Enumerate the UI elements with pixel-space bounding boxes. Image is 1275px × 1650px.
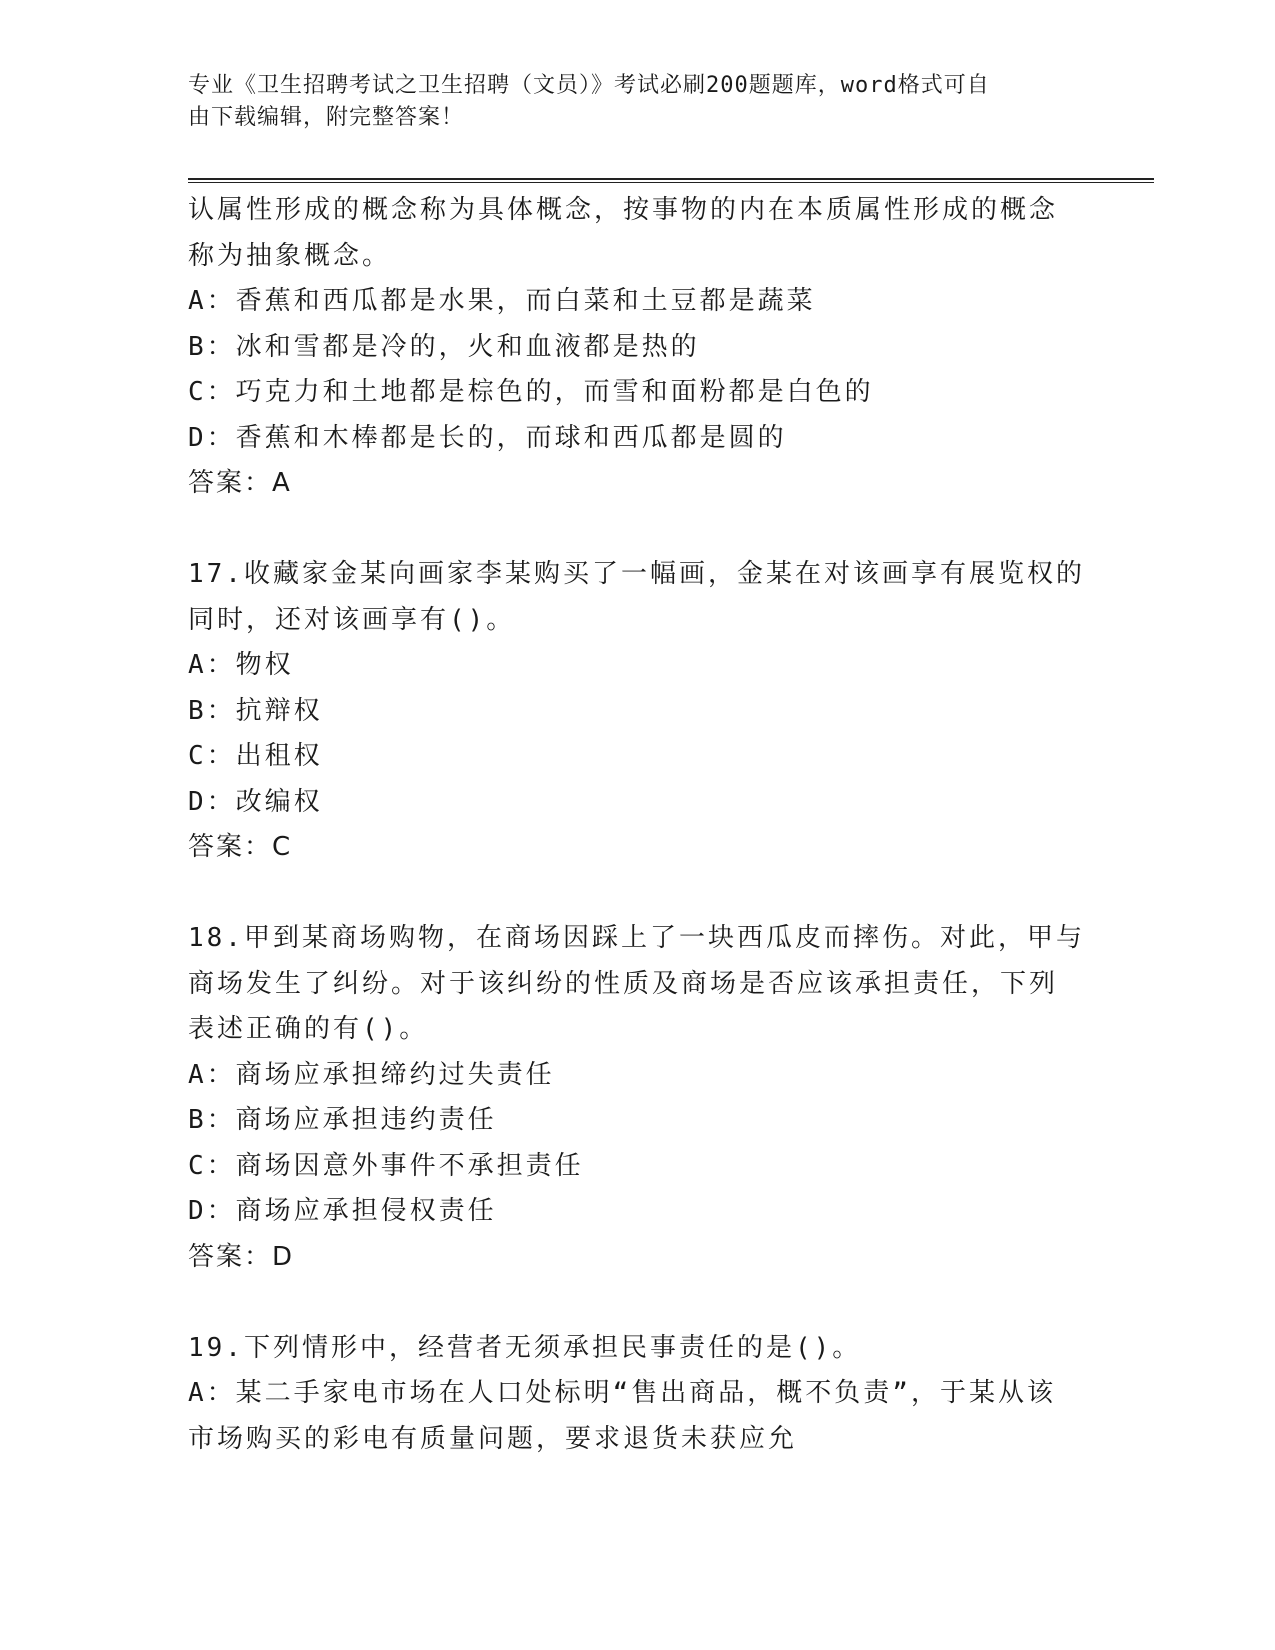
spacer (188, 507, 1088, 553)
q18-stem-line-2: 商场发生了纠纷。对于该纠纷的性质及商场是否应该承担责任，下列 (188, 968, 1059, 999)
q18-option-c: C：商场因意外事件不承担责任 (188, 1150, 584, 1181)
header-line-1: 专业《卫生招聘考试之卫生招聘（文员）》考试必刷200题题库，word格式可自 (188, 73, 990, 98)
document-body (188, 188, 1088, 1462)
q17-option-a: A：物权 (188, 650, 294, 680)
header-divider (188, 178, 1154, 183)
q18-option-d: D：商场应承担侵权责任 (188, 1196, 497, 1226)
q19-option-a-line-1: A：某二手家电市场在人口处标明“售出商品，概不负责”，于某从该 (188, 1378, 1056, 1408)
spacer (188, 1280, 1088, 1326)
q16-option-c: C：巧克力和土地都是棕色的，而雪和面粉都是白色的 (188, 377, 874, 407)
q17-option-b: B：抗辩权 (188, 695, 323, 726)
q16-option-b: B：冰和雪都是冷的，火和血液都是热的 (188, 331, 700, 362)
header-line-2: 由下载编辑，附完整答案！ (188, 105, 465, 130)
q17-option-c: C：出租权 (188, 741, 323, 771)
q18-option-a: A：商场应承担缔约过失责任 (188, 1059, 555, 1090)
q19-stem-line-1: 19.下列情形中，经营者无须承担民事责任的是()。 (188, 1332, 862, 1363)
q18-stem-line-1: 18.甲到某商场购物，在商场因踩上了一块西瓜皮而摔伤。对此，甲与 (188, 923, 1085, 953)
q18-option-b: B：商场应承担违约责任 (188, 1105, 497, 1135)
q16-option-a: A：香蕉和西瓜都是水果，而白菜和土豆都是蔬菜 (188, 286, 816, 316)
q17-answer: 答案：C (188, 832, 293, 862)
q19-option-a-line-2: 市场购买的彩电有质量问题，要求退货未获应允 (188, 1423, 798, 1454)
q17-stem-line-1: 17.收藏家金某向画家李某购买了一幅画，金某在对该画享有展览权的 (188, 559, 1085, 589)
q18-answer: 答案：D (188, 1241, 295, 1272)
intro-line-2: 称为抽象概念。 (188, 240, 392, 271)
document-header (188, 70, 1068, 134)
q18-stem-line-3: 表述正确的有()。 (188, 1014, 429, 1044)
intro-line-1: 认属性形成的概念称为具体概念，按事物的内在本质属性形成的概念 (188, 195, 1059, 225)
q17-stem-line-2: 同时，还对该画享有()。 (188, 604, 516, 635)
q17-option-d: D：改编权 (188, 786, 323, 817)
spacer (188, 871, 1088, 917)
q16-answer: 答案：A (188, 468, 292, 498)
q16-option-d: D：香蕉和木棒都是长的，而球和西瓜都是圆的 (188, 422, 787, 453)
